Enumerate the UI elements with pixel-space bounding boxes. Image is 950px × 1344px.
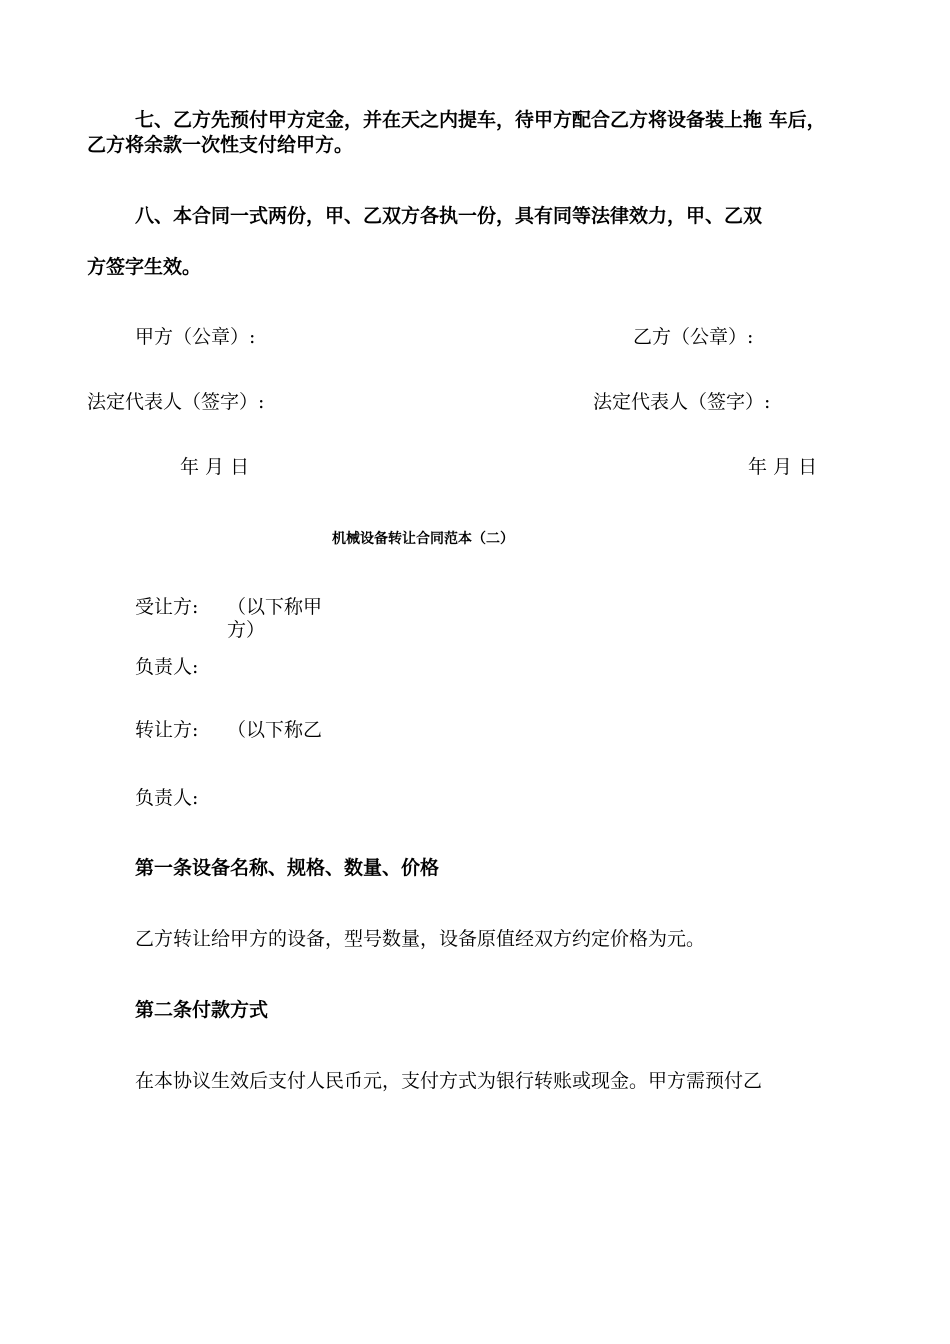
transferor-note: （以下称乙 — [227, 719, 323, 741]
transferee-label: 受让方: — [135, 596, 199, 618]
article-2-body: 在本协议生效后支付人民币元，支付方式为银行转账或现金。甲方需预付乙 — [135, 1070, 763, 1092]
article-1-title: 第一条设备名称、规格、数量、价格 — [135, 857, 440, 879]
transferee-note-line-2: 方） — [227, 619, 266, 641]
party-b-representative-label: 法定代表人（签字）: — [593, 391, 771, 413]
article-1-body: 乙方转让给甲方的设备，型号数量，设备原值经双方约定价格为元。 — [135, 928, 706, 950]
transferor-manager-label: 负责人: — [135, 787, 199, 809]
clause-7-line-2: 乙方将余款一次性支付给甲方。 — [87, 134, 354, 156]
transferor-label: 转让方: — [135, 719, 199, 741]
transferee-note-line-1: （以下称甲 — [227, 596, 323, 618]
article-2-title: 第二条付款方式 — [135, 999, 269, 1021]
party-b-seal-label: 乙方（公章）: — [633, 326, 754, 348]
party-b-date: 年 月 日 — [748, 456, 818, 478]
transferee-manager-label: 负责人: — [135, 656, 199, 678]
party-a-date: 年 月 日 — [180, 456, 250, 478]
clause-7-line-1: 七、乙方先预付甲方定金，并在天之内提车，待甲方配合乙方将设备装上拖 车后， — [135, 109, 826, 131]
party-a-representative-label: 法定代表人（签字）: — [87, 391, 265, 413]
clause-8-line-1: 八、本合同一式两份，甲、乙双方各执一份，具有同等法律效力，甲、乙双 — [135, 205, 763, 227]
clause-8-line-2: 方签字生效。 — [87, 256, 202, 278]
party-a-seal-label: 甲方（公章）: — [135, 326, 256, 348]
contract-2-title: 机械设备转让合同范本（二） — [332, 531, 514, 547]
